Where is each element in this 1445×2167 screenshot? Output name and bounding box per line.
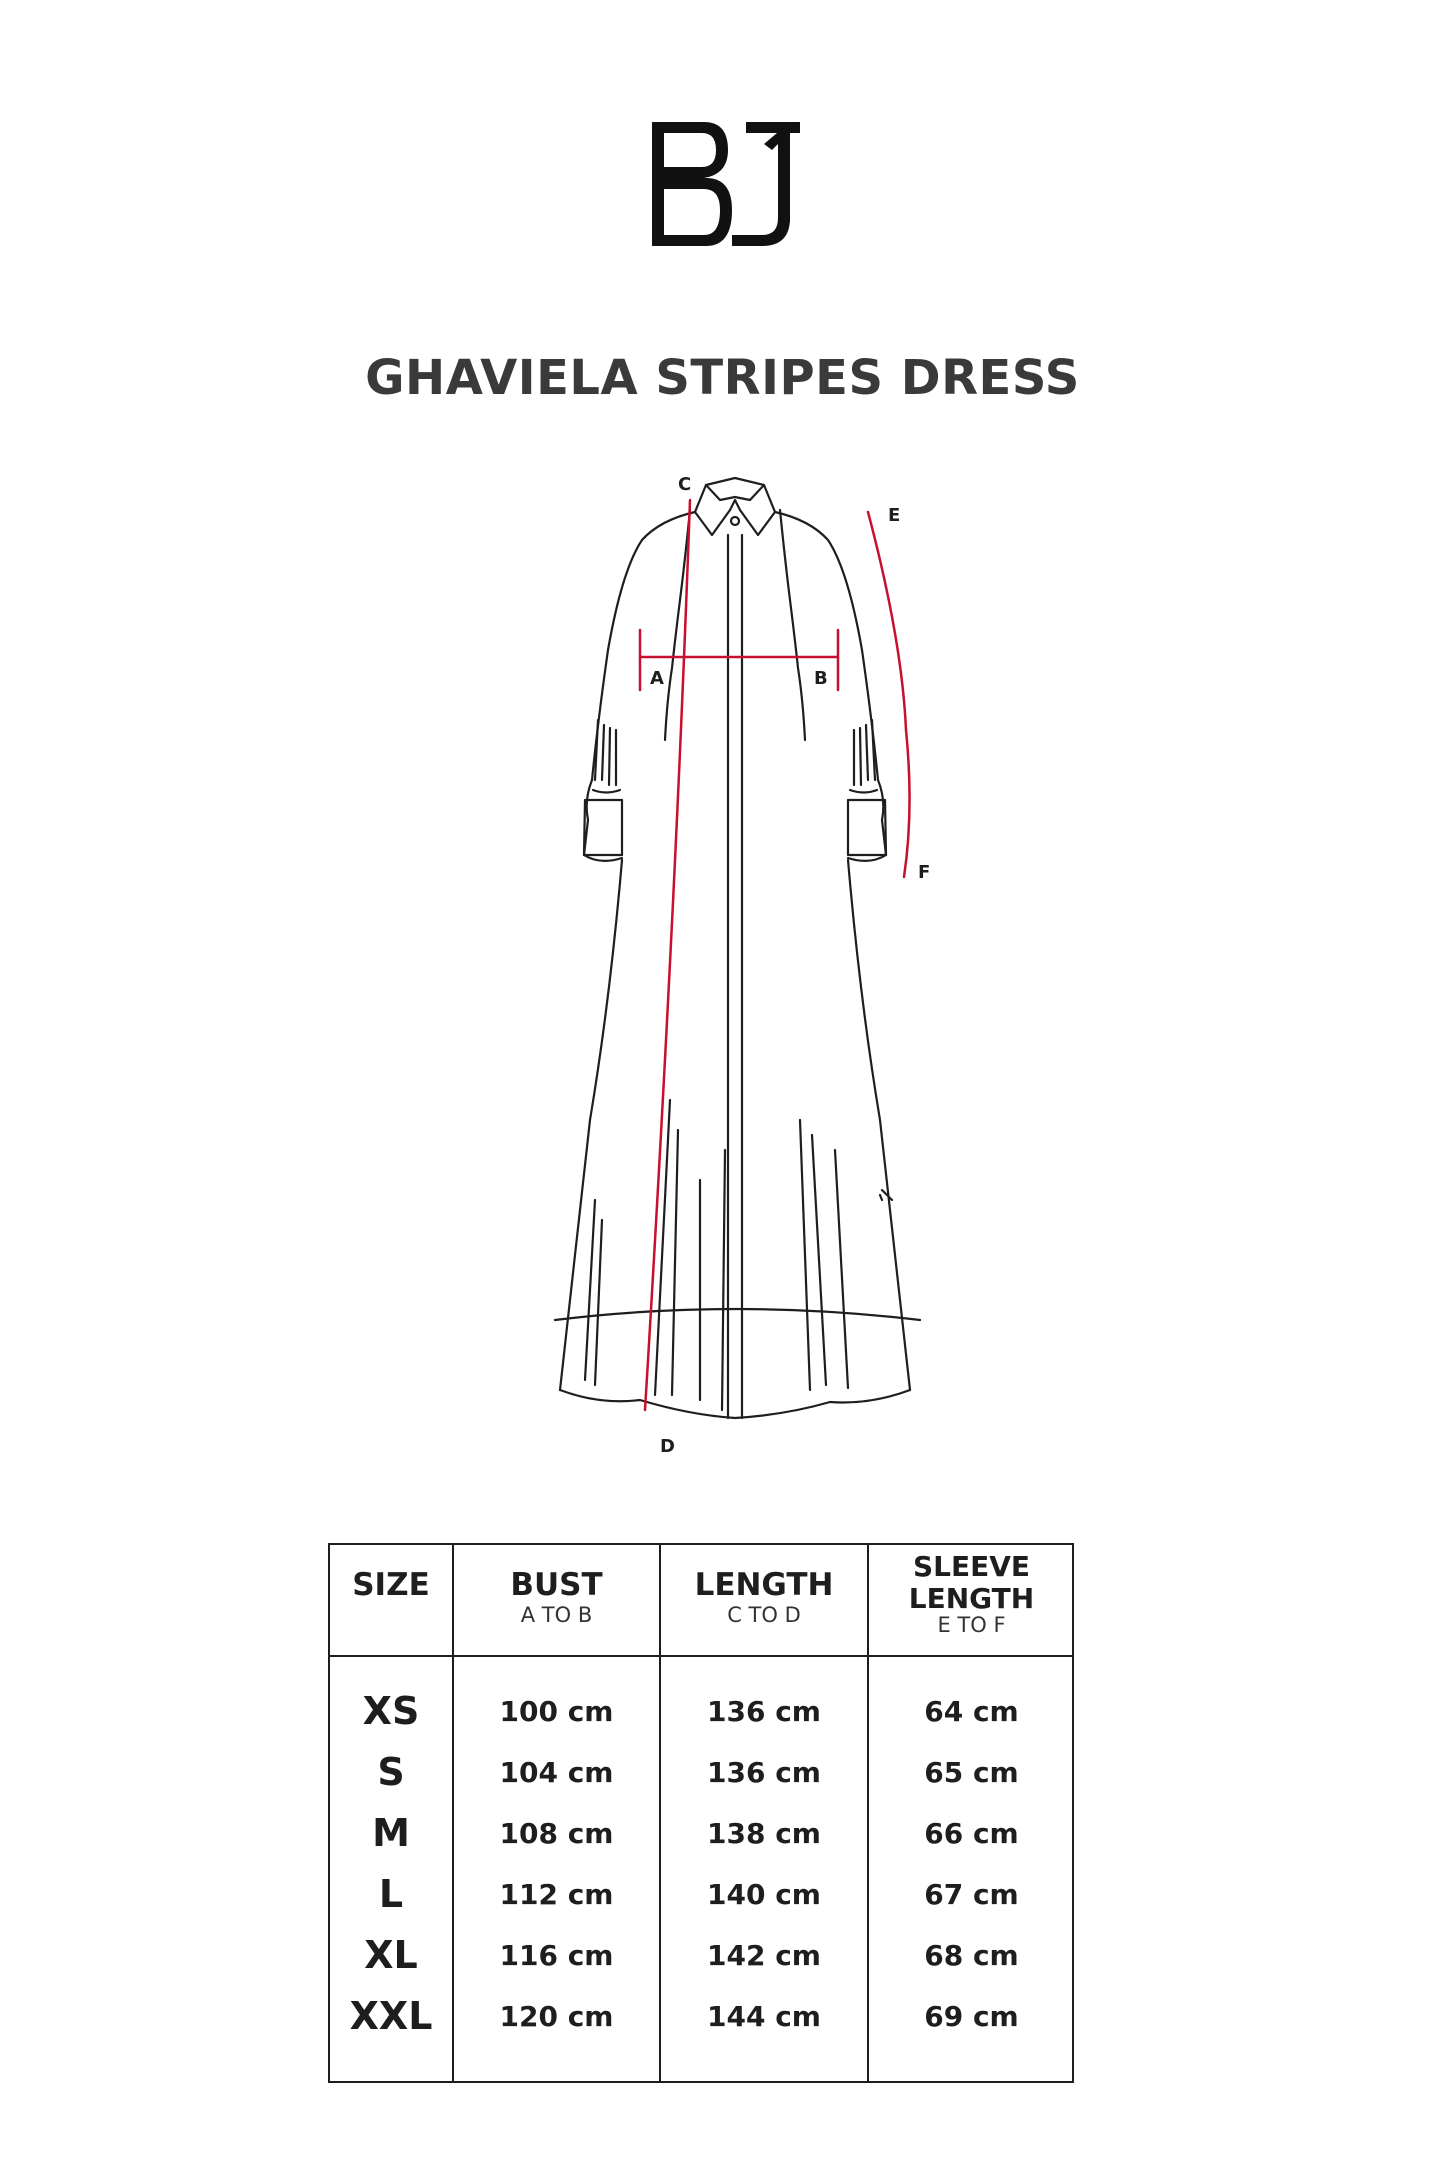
header-bust [454, 1545, 659, 1655]
sleeve-cell: 69 cm [924, 2000, 1019, 2033]
point-label-b: B [814, 668, 828, 689]
length-cell: 140 cm [707, 1878, 821, 1911]
length-cell: 136 cm [707, 1756, 821, 1789]
header-sleeve [869, 1545, 1074, 1655]
header-size-label: SIZE [352, 1567, 430, 1603]
header-bust-sub: A TO B [520, 1603, 593, 1627]
length-cell: 138 cm [707, 1817, 821, 1850]
size-cell: XXL [349, 1994, 433, 2038]
size-chart-table [328, 1543, 1074, 2083]
size-cell: XS [362, 1689, 420, 1733]
measurement-lines [640, 500, 910, 1410]
size-cell: M [372, 1811, 410, 1855]
table-row [330, 1803, 1076, 1864]
header-length-sub: C TO D [727, 1603, 801, 1627]
sleeve-cell: 64 cm [924, 1695, 1019, 1728]
bust-cell: 120 cm [499, 2000, 614, 2033]
header-length-label: LENGTH [694, 1567, 834, 1603]
length-cell: 142 cm [707, 1939, 821, 1972]
page-title: GHAVIELA STRIPES DRESS [365, 350, 1080, 406]
bust-cell: 112 cm [499, 1878, 614, 1911]
point-label-e: E [888, 505, 901, 526]
size-cell: XL [364, 1933, 418, 1977]
header-size [330, 1545, 452, 1655]
size-cell: S [377, 1750, 405, 1794]
point-label-d: D [660, 1436, 675, 1457]
table-row [330, 1925, 1076, 1986]
bust-cell: 108 cm [499, 1817, 614, 1850]
point-label-a: A [650, 668, 664, 689]
dress-sketch [555, 478, 920, 1418]
bust-cell: 104 cm [499, 1756, 614, 1789]
table-row [330, 1681, 1076, 1742]
point-label-f: F [918, 862, 931, 883]
table-row [330, 1864, 1076, 1925]
header-sleeve-sub: E TO F [937, 1613, 1006, 1637]
length-cell: 144 cm [707, 2000, 821, 2033]
brand-logo [652, 122, 800, 248]
sleeve-line [868, 512, 910, 877]
sleeve-cell: 66 cm [924, 1817, 1019, 1850]
table-row [330, 1742, 1076, 1803]
header-divider [330, 1655, 1072, 1657]
sleeve-cell: 65 cm [924, 1756, 1019, 1789]
bust-cell: 100 cm [499, 1695, 614, 1728]
point-label-c: C [678, 474, 692, 495]
sleeve-cell: 68 cm [924, 1939, 1019, 1972]
length-line [645, 500, 690, 1410]
header-bust-label: BUST [510, 1567, 603, 1603]
bust-cell: 116 cm [499, 1939, 614, 1972]
header-length [661, 1545, 867, 1655]
header-sleeve-label: SLEEVE LENGTH [908, 1550, 1035, 1615]
dress-diagram [0, 460, 1445, 1470]
sleeve-cell: 67 cm [924, 1878, 1019, 1911]
length-cell: 136 cm [707, 1695, 821, 1728]
size-cell: L [378, 1872, 404, 1916]
table-row [330, 1986, 1076, 2047]
